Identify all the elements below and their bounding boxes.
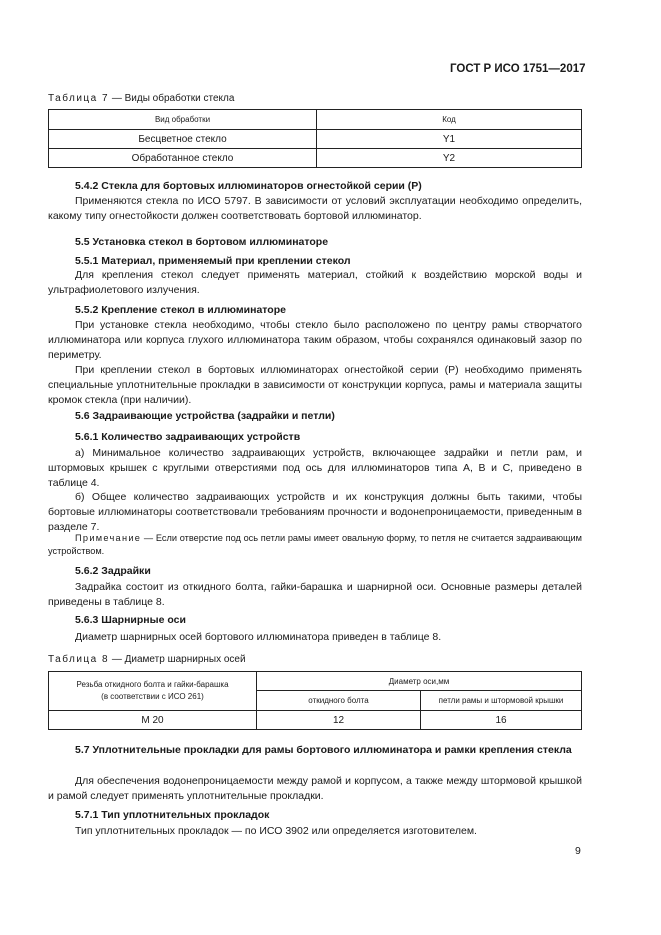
table8-cell-loop: 16: [421, 711, 582, 730]
page-number: 9: [575, 845, 581, 857]
table-row: [49, 130, 582, 149]
table8: [48, 671, 582, 730]
table8-caption: [48, 654, 246, 665]
table7-caption-label: Таблица 7: [48, 93, 110, 104]
table-row: [49, 711, 582, 730]
note: [48, 532, 582, 558]
table8-header-diameter: Диаметр оси,мм: [257, 672, 582, 691]
section-5-5-1-heading: 5.5.1 Материал, применяемый при креплении стекол: [75, 255, 351, 267]
section-5-6-1-item-b: б) Общее количество задраивающих устройств и их конструкция должны быть такими, чтобы бортовые иллюминаторы соответствовали требованиям прочности и водонепроницаемости, приведенным в разделе 7.: [48, 491, 582, 533]
table7-header-code: Код: [317, 110, 582, 130]
table8-cell-bolt: 12: [257, 711, 421, 730]
table8-caption-text: — Диаметр шарнирных осей: [109, 654, 246, 665]
section-5-6-1-item-a: а) Минимальное количество задраивающих устройств, включающее задрайки и петли рам, и штормовых крышек с круглыми отверстиями под ось для иллюминаторов типа А, В и С, приведено в таблице 4.: [48, 447, 582, 489]
table7-cell-kind: Обработанное стекло: [49, 149, 317, 168]
note-text: — Если отверстие под ось петли рамы имеет овальную форму, то петля не считается задраивающим устройством.: [48, 533, 582, 556]
section-5-7-heading: 5.7 Уплотнительные прокладки для рамы бортового иллюминатора и рамки крепления стекла: [75, 744, 572, 756]
section-5-5-2-heading: 5.5.2 Крепление стекол в иллюминаторе: [75, 304, 286, 316]
table8-header-bolt: откидного болта: [257, 691, 421, 711]
table-row: [49, 149, 582, 168]
section-5-7-text: Для обеспечения водонепроницаемости между рамой и корпусом, а также между штормовой крышкой и рамой следует применять уплотнительные прокладки.: [48, 775, 582, 802]
table7-cell-code: Y1: [317, 130, 582, 149]
document-id: ГОСТ Р ИСО 1751—2017: [450, 63, 586, 75]
table7-header-kind: Вид обработки: [49, 110, 317, 130]
section-5-6-3-text: Диаметр шарнирных осей бортового иллюминатора приведен в таблице 8.: [75, 631, 442, 643]
section-5-7-1-heading: 5.7.1 Тип уплотнительных прокладок: [75, 809, 270, 821]
table8-cell-thread: М 20: [49, 711, 257, 730]
section-5-6-heading: 5.6 Задраивающие устройства (задрайки и петли): [75, 410, 335, 422]
table7-caption: [48, 93, 234, 104]
section-5-4-2-text: Применяются стекла по ИСО 5797. В зависимости от условий эксплуатации необходимо определить, какому типу огнестойкости должен соответствовать бортовой иллюминатор.: [48, 195, 582, 222]
table7: [48, 109, 582, 168]
note-label: Примечание: [75, 533, 142, 543]
section-5-6-2-heading: 5.6.2 Задрайки: [75, 565, 151, 577]
table8-header-thread: Резьба откидного болта и гайки-барашка (в соответствии с ИСО 261): [49, 672, 257, 711]
section-5-5-2-p1: При установке стекла необходимо, чтобы стекло было расположено по центру рамы створчатого иллюминатора или корпуса глухого иллюминатора таким образом, чтобы сохранялся одинаковый зазор по периметру.: [48, 319, 582, 361]
section-5-6-1-heading: 5.6.1 Количество задраивающих устройств: [75, 431, 301, 443]
section-5-6-2-text: Задрайка состоит из откидного болта, гайки-барашка и шарнирной оси. Основные размеры деталей приведены в таблице 8.: [48, 581, 582, 608]
section-5-5-heading: 5.5 Установка стекол в бортовом иллюминаторе: [75, 236, 329, 248]
table8-header-loop: петли рамы и штормовой крышки: [421, 691, 582, 711]
section-5-5-1-text: Для крепления стекол следует применять материал, стойкий к воздействию морской воды и ультрафиолетового излучения.: [48, 269, 582, 296]
section-5-7-1-text: Тип уплотнительных прокладок — по ИСО 3902 или определяется изготовителем.: [75, 825, 477, 837]
section-5-6-3-heading: 5.6.3 Шарнирные оси: [75, 614, 186, 626]
section-5-5-2-p2: При креплении стекол в бортовых иллюминаторах огнестойкой серии (Р) необходимо применять специальные уплотнительные прокладки в зависимости от конструкции корпуса, рамы и материала защиты кромок стекла (при наличии).: [48, 364, 582, 406]
section-5-4-2-heading: 5.4.2 Стекла для бортовых иллюминаторов огнестойкой серии (Р): [75, 180, 422, 192]
table7-cell-kind: Бесцветное стекло: [49, 130, 317, 149]
table8-caption-label: Таблица 8: [48, 654, 110, 665]
table7-cell-code: Y2: [317, 149, 582, 168]
table7-caption-text: — Виды обработки стекла: [109, 93, 235, 104]
